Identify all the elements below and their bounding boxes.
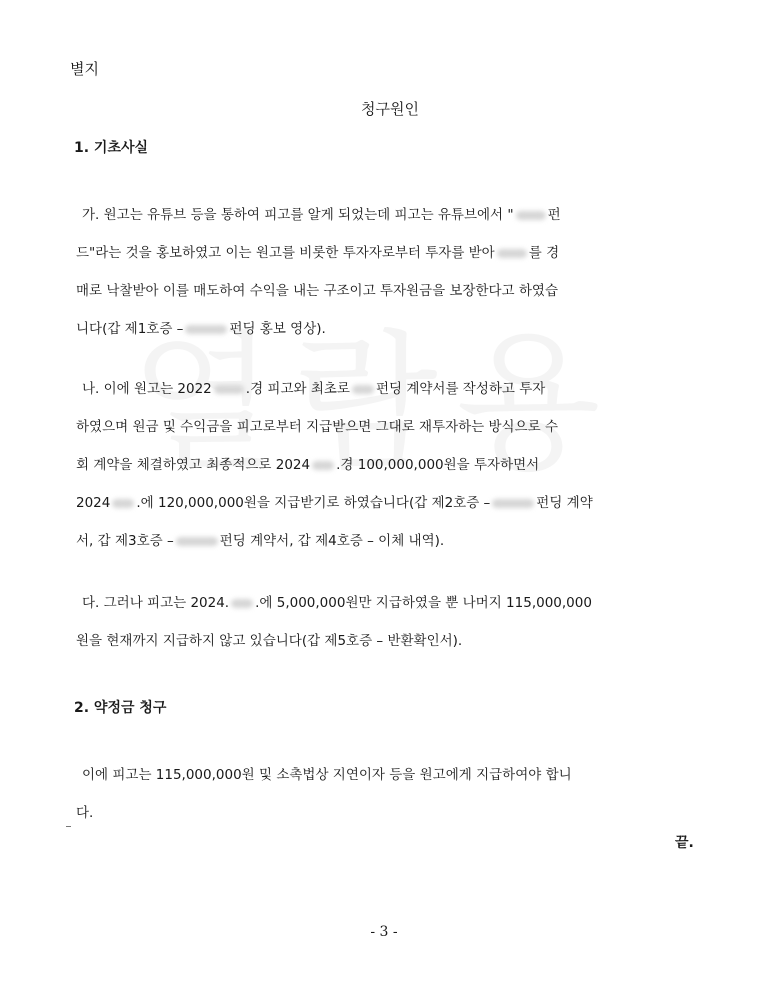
text-line: 하였으며 원금 및 수익금을 피고로부터 지급받으면 그대로 재투자하는 방식으로 수 [76, 419, 559, 435]
page-number: - 3 - [370, 924, 398, 940]
text-line: 원을 현재까지 지급하지 않고 있습니다(갑 제5호증 – 반환확인서). [76, 633, 463, 649]
text-line: 2024 .에 120,000,000원을 지급받기로 하였습니다(갑 제2호증 – 펀딩 계약 [76, 495, 593, 511]
end-mark: 끝. [675, 835, 694, 851]
paragraph-na [76, 370, 664, 560]
text-line: 나. 이에 원고는 2022 .경 피고와 최초로 펀딩 계약서를 작성하고 투자 [82, 381, 546, 397]
paragraph-ga [76, 196, 664, 348]
redacted-text [112, 499, 134, 508]
redacted-text [492, 499, 534, 508]
redacted-text [312, 461, 334, 470]
paragraph-da [76, 584, 664, 660]
redacted-text [214, 385, 244, 394]
margin-mark [66, 826, 71, 827]
text-line: 매로 낙찰받아 이를 매도하여 수익을 내는 구조이고 투자원금을 보장한다고 하였습 [76, 283, 559, 299]
text-line: 다. 그러나 피고는 2024. .에 5,000,000원만 지급하였을 뿐 나머지 115,000,000 [82, 595, 592, 611]
redacted-text [185, 325, 227, 334]
section-heading-basic-facts: 1. 기초사실 [74, 140, 149, 156]
document-title: 청구원인 [361, 100, 419, 118]
section-heading-contract-claim: 2. 약정금 청구 [74, 700, 167, 716]
paragraph-claim [76, 756, 664, 832]
redacted-text [516, 211, 546, 220]
text-line: 니다(갑 제1호증 – 펀딩 홍보 영상). [76, 321, 326, 337]
text-line: 이에 피고는 115,000,000원 및 소촉법상 지연이자 등을 원고에게 지급하여야 합니 [82, 767, 572, 783]
redacted-text [176, 537, 218, 546]
redacted-text [497, 249, 527, 258]
text-line: 회 계약을 체결하였고 최종적으로 2024 .경 100,000,000원을 투자하면서 [76, 457, 540, 473]
text-line: 가. 원고는 유튜브 등을 통하여 피고를 알게 되었는데 피고는 유튜브에서 " 펀 [82, 207, 561, 223]
redacted-text [231, 599, 253, 608]
text-line: 다. [76, 805, 94, 821]
text-line: 드"라는 것을 홍보하였고 이는 원고를 비롯한 투자자로부터 투자를 받아 를 경 [76, 245, 560, 261]
annex-label: 별지 [70, 60, 99, 78]
text-line: 서, 갑 제3호증 – 펀딩 계약서, 갑 제4호증 – 이체 내역). [76, 533, 445, 549]
redacted-text [352, 385, 374, 394]
